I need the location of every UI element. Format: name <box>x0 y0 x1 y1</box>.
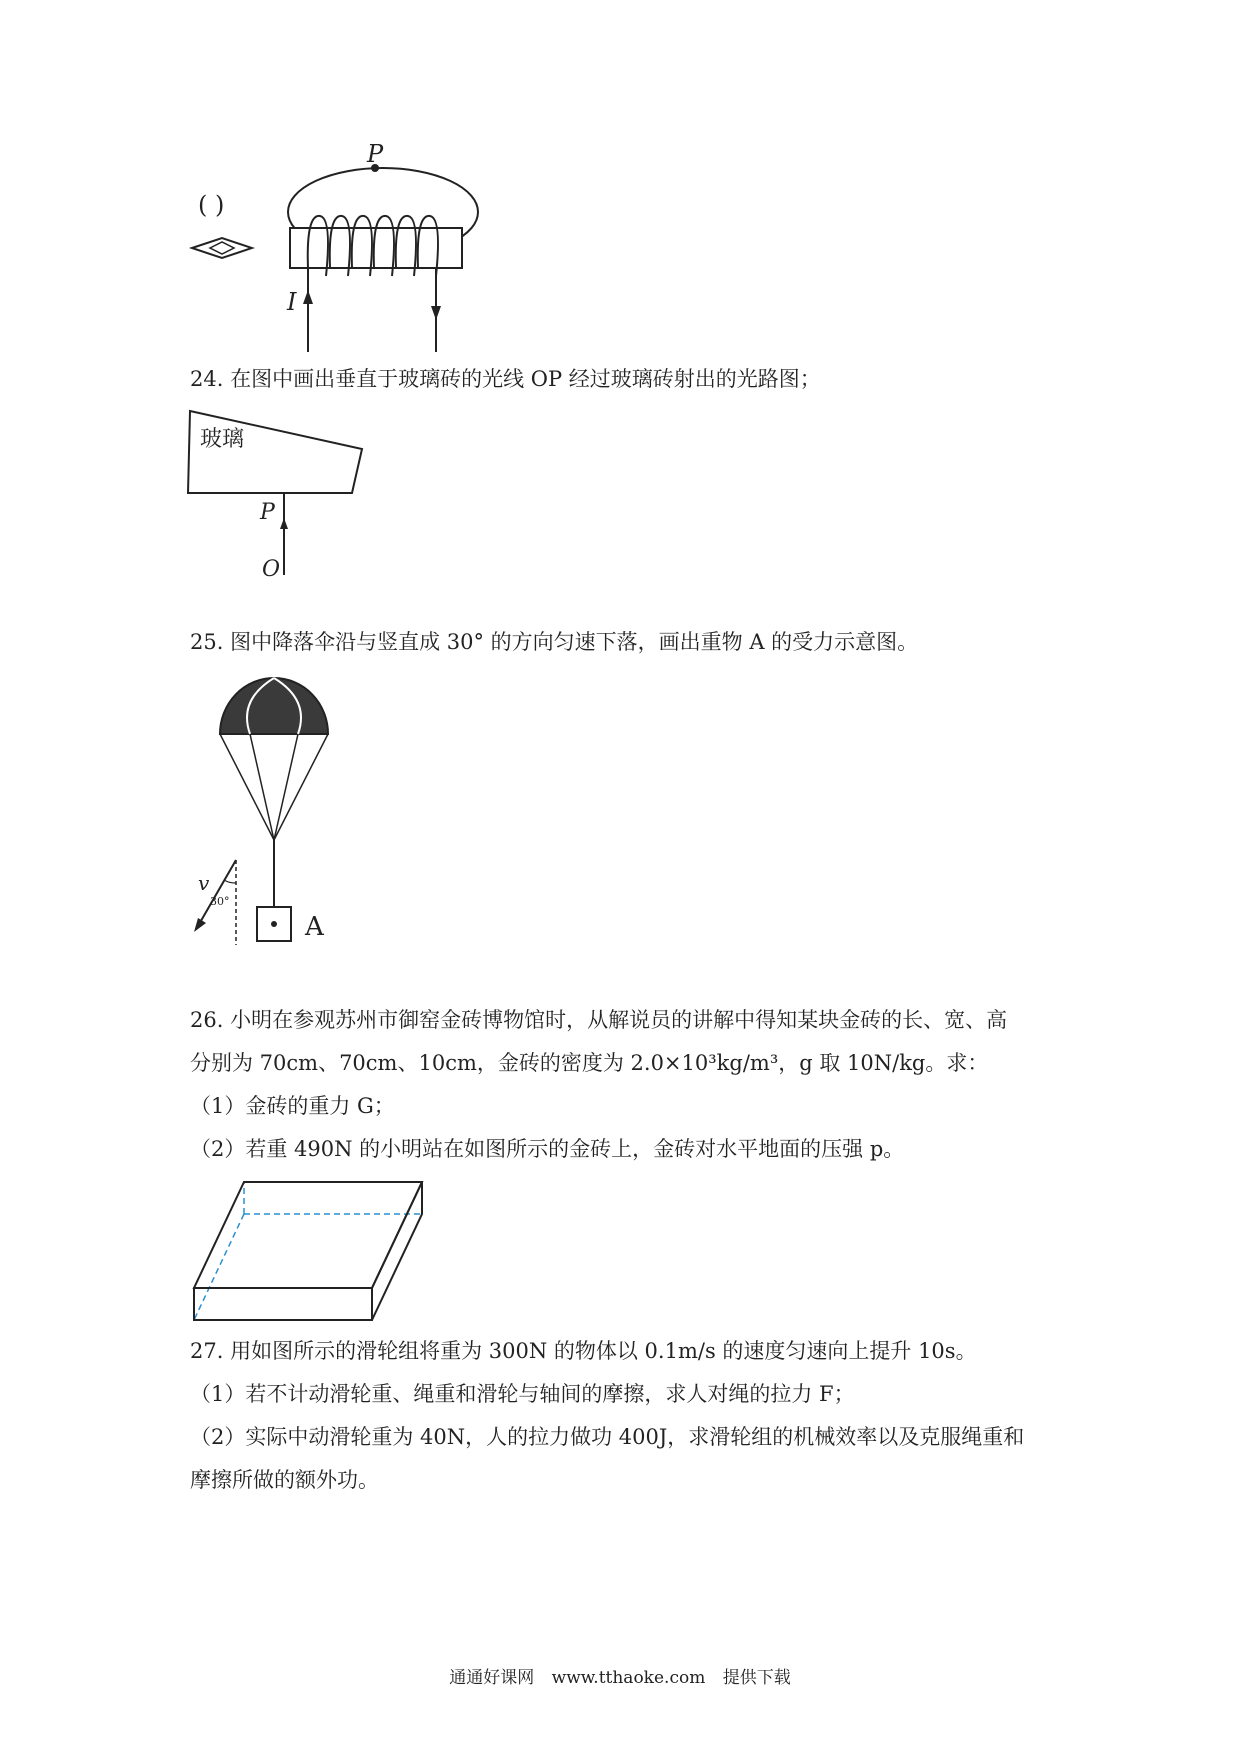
weight-label: A <box>305 912 324 942</box>
q27-part1: （1）若不计动滑轮重、绳重和滑轮与轴间的摩擦，求人对绳的拉力 F； <box>190 1382 855 1406</box>
weight-center-dot <box>271 921 277 927</box>
footer-note: 提供下载 <box>722 1668 791 1688</box>
q24-text: 24. 在图中画出垂直于玻璃砖的光线 OP 经过玻璃砖射出的光路图； <box>190 367 821 391</box>
q27-part2-line2: 摩擦所做的额外功。 <box>190 1468 379 1492</box>
glass-label: 玻璃 <box>200 427 245 452</box>
q26-line2: 分别为 70cm、70cm、10cm，金砖的密度为 2.0×10³kg/m³，g 取 10N/kg。求： <box>190 1051 989 1075</box>
parachute-figure <box>180 670 360 950</box>
footer-url[interactable]: www.tthaoke.com <box>551 1668 706 1688</box>
solenoid-figure <box>180 140 500 360</box>
angle-arc <box>224 880 236 883</box>
point-p-label: P <box>260 500 275 525</box>
point-o-label: O <box>262 557 281 582</box>
current-out-arrow <box>431 306 441 320</box>
current-label: I <box>287 288 297 316</box>
parachute-canopy <box>220 678 328 734</box>
brick-visible-edges <box>194 1182 422 1320</box>
solenoid-core <box>290 228 462 268</box>
q27-text: 27. 用如图所示的滑轮组将重为 300N 的物体以 0.1m/s 的速度匀速向上提升 10s。 <box>190 1339 977 1363</box>
velocity-label: v <box>198 871 210 895</box>
q26-line1: 26. 小明在参观苏州市御窑金砖博物馆时，从解说员的讲解中得知某块金砖的长、宽、高 <box>190 1008 1008 1032</box>
page-footer <box>0 1666 1240 1690</box>
q27-part2-line1: （2）实际中动滑轮重为 40N，人的拉力做功 400J，求滑轮组的机械效率以及克服绳重和 <box>190 1425 1025 1449</box>
glass-figure <box>180 405 380 585</box>
q26-part2: （2）若重 490N 的小明站在如图所示的金砖上，金砖对水平地面的压强 p。 <box>190 1137 905 1161</box>
angle-label: 30° <box>210 895 230 908</box>
glass-block <box>188 411 362 493</box>
point-p-label: P <box>367 140 384 168</box>
velocity-arrowhead <box>194 918 206 932</box>
pole-bracket: ( ) <box>198 191 225 219</box>
current-in-arrow <box>303 290 313 304</box>
brick-hidden-edges <box>194 1182 422 1320</box>
footer-site-name: 通通好课网 <box>449 1668 535 1688</box>
brick-figure <box>180 1172 440 1332</box>
parachute-cords <box>220 734 328 840</box>
q26-part1: （1）金砖的重力 G； <box>190 1094 395 1118</box>
light-ray-arrow <box>280 518 288 529</box>
q25-text: 25. 图中降落伞沿与竖直成 30° 的方向匀速下落，画出重物 A 的受力示意图。 <box>190 630 919 654</box>
